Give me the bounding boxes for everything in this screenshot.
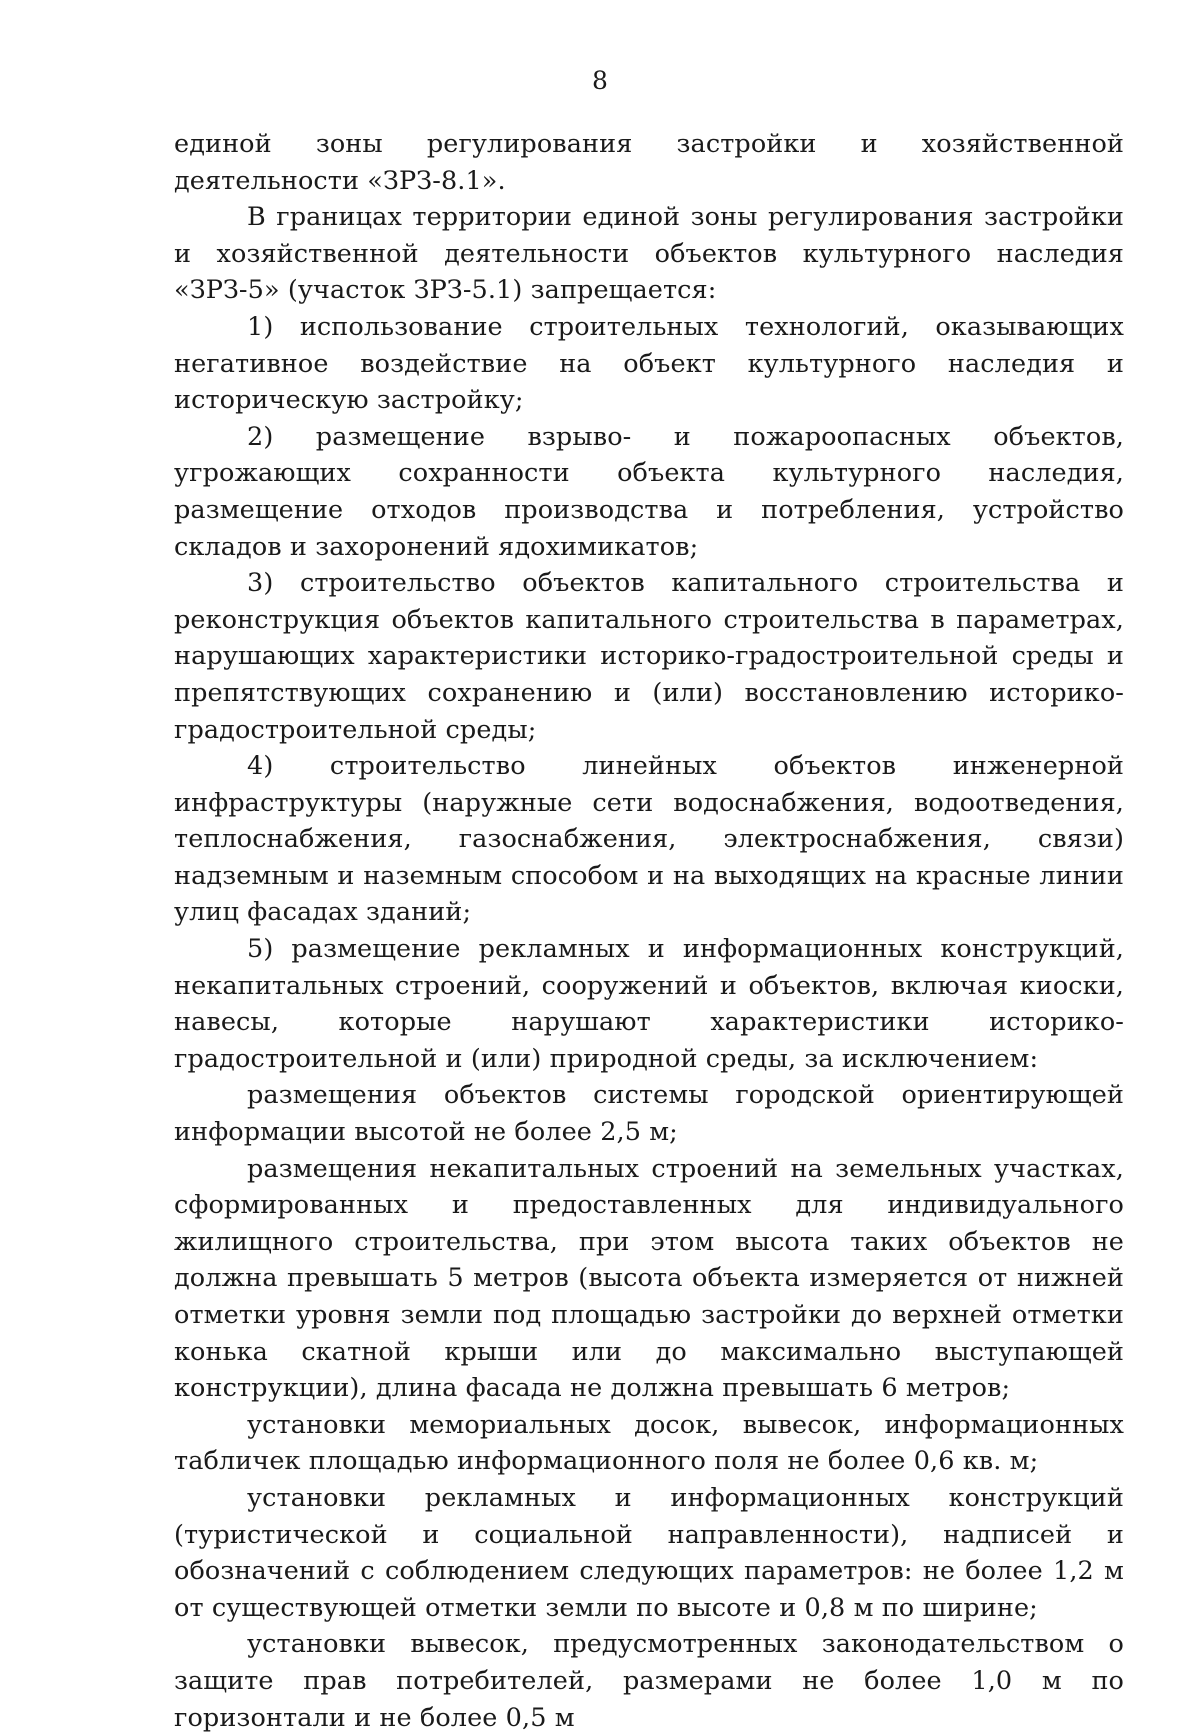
- paragraph-continuation: единой зоны регулирования застройки и хозяйственной деятельности «ЗРЗ-8.1».: [174, 129, 1124, 196]
- paragraph-exception-advertising-structures: установки рекламных и информационных конструкций (туристической и социальной направленности), надписей и обозначений с соблюдением следующих параметров: не более 1,2 м от существующей отметки земли по высоте и 0,8 м по ширине;: [174, 1482, 1124, 1623]
- paragraph-item-1: 1) использование строительных технологий, оказывающих негативное воздействие на объект культурного наследия и историческую застройку;: [174, 311, 1124, 416]
- paragraph-exception-memorial-plaques: установки мемориальных досок, вывесок, информационных табличек площадью информационного поля не более 0,6 кв. м;: [174, 1409, 1124, 1477]
- page-number: 8: [592, 66, 608, 95]
- paragraph-item-3: 3) строительство объектов капитального строительства и реконструкция объектов капитального строительства в параметрах, нарушающих характеристики историко-градостроительной среды и препятствующих сохранению и (или) восстановлению историко-градостроительной среды;: [174, 568, 1124, 745]
- paragraph-item-4: 4) строительство линейных объектов инженерной инфраструктуры (наружные сети водоснабжения, водоотведения, теплоснабжения, газоснабжения, электроснабжения, связи) надземным и наземным способом и на выходящих на красные линии улиц фасадах зданий;: [174, 751, 1124, 928]
- document-body: [174, 126, 1124, 1736]
- paragraph-item-2: 2) размещение взрыво- и пожароопасных объектов, угрожающих сохранности объекта культурного наследия, размещение отходов производства и потребления, устройство складов и захоронений ядохимикатов;: [174, 421, 1124, 562]
- paragraph-exception-nonpermanent-buildings: размещения некапитальных строений на земельных участках, сформированных и предоставленных для индивидуального жилищного строительства, при этом высота таких объектов не должна превышать 5 метров (высота объекта измеряется от нижней отметки уровня земли под площадью застройки до верхней отметки конька скатной крыши или до максимально выступающей конструкции), длина фасада не должна превышать 6 метров;: [174, 1153, 1124, 1404]
- paragraph-exception-orientation-info: размещения объектов системы городской ориентирующей информации высотой не более 2,5 м;: [174, 1080, 1124, 1148]
- paragraph-exception-consumer-signs: установки вывесок, предусмотренных законодательством о защите прав потребителей, размерами не более 1,0 м по горизонтали и не более 0,5 м: [174, 1629, 1124, 1733]
- paragraph-item-5: 5) размещение рекламных и информационных конструкций, некапитальных строений, сооружений и объектов, включая киоски, навесы, которые нарушают характеристики историко-градостроительной и (или) природной среды, за исключением:: [174, 934, 1124, 1074]
- paragraph-zrz5-intro: В границах территории единой зоны регулирования застройки и хозяйственной деятельности объектов культурного наследия «ЗРЗ-5» (участок ЗРЗ-5.1) запрещается:: [174, 202, 1124, 306]
